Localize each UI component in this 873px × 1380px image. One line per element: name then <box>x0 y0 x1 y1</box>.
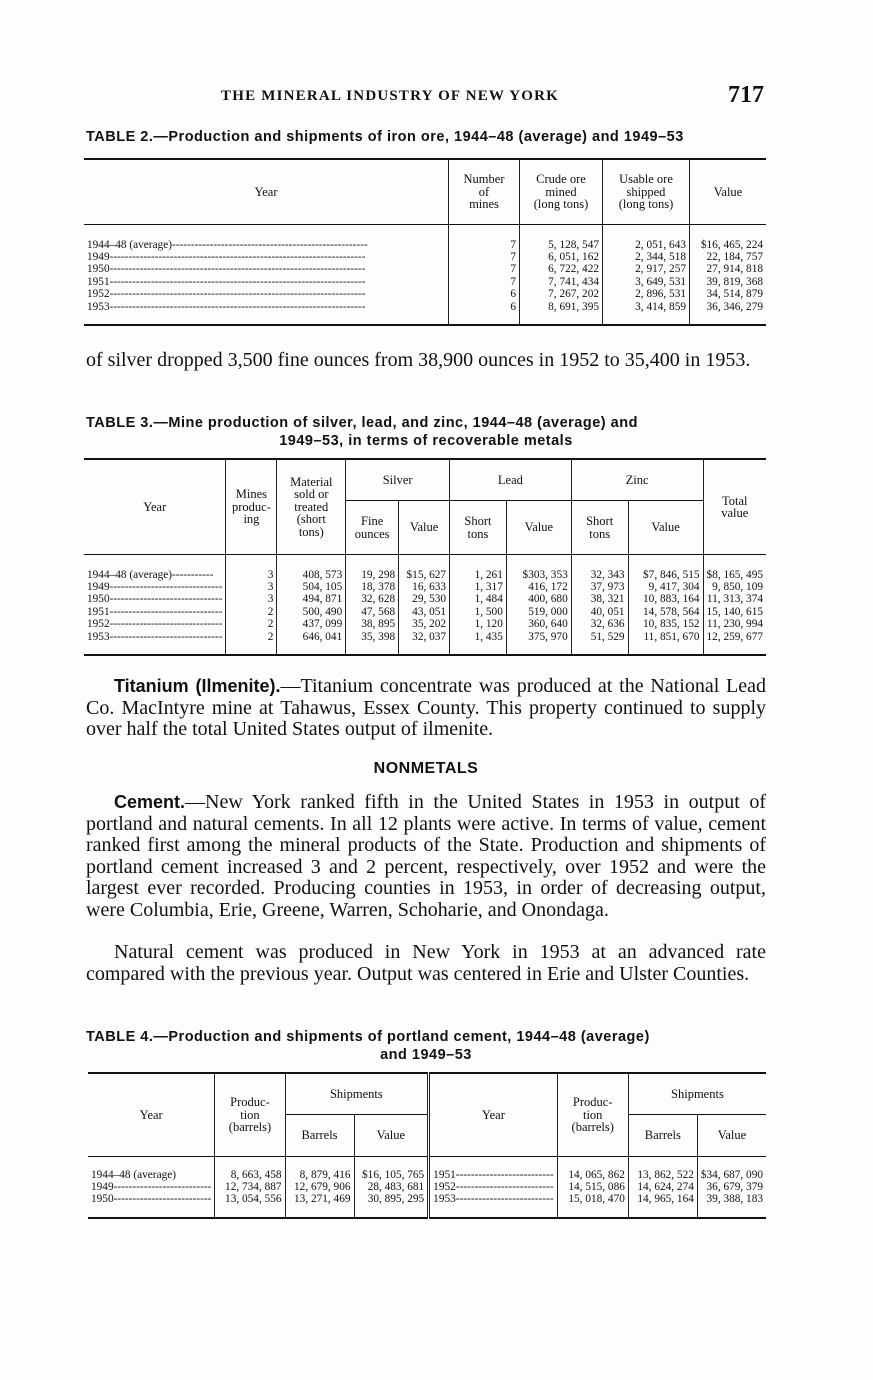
table2-header-usable: Usable ore shipped (long tons) <box>603 159 690 225</box>
table2-header-value: Value <box>690 159 767 225</box>
table2-header-year: Year <box>254 184 278 199</box>
table3-header-silver-oz: Fine ounces <box>346 501 399 555</box>
table2 <box>84 158 766 326</box>
table3-header-material: Material sold or treated (short tons) <box>277 459 346 555</box>
table3-header-zinc-tons: Short tons <box>571 501 628 555</box>
table-row: 1949-------------------------------------------------------------------- 7 6, 051, 162 2, 344, 518 22, 184, 757 <box>84 251 766 263</box>
table4-caption: TABLE 4.—Production and shipments of portland cement, 1944–48 (average) and 1949–53 <box>86 1029 650 1063</box>
table3-header-silver: Silver <box>346 459 450 501</box>
table-row: 1952-------------------------------------------------------------------- 6 7, 267, 202 2, 896, 531 34, 514, 879 <box>84 288 766 300</box>
paragraph-silver: of silver dropped 3,500 fine ounces from 38,900 ounces in 1952 to 35,400 in 1953. <box>86 349 751 371</box>
table3-header-year: Year <box>84 459 226 555</box>
table4-header-production-right: Produc- tion (barrels) <box>557 1073 628 1157</box>
paragraph-natural-cement: Natural cement was produced in New York in 1953 at an advanced rate compared with the previous year. Output was centered in Erie and Ulster Counties. <box>86 941 766 985</box>
table2-header-crude: Crude ore mined (long tons) <box>520 159 603 225</box>
table-row: 1944–48 (average) 8, 663, 458 8, 879, 416 $16, 105, 765 1951-------------------------- 14, 065, 862 13, 862, 522 $34, 687, 090 <box>88 1169 766 1181</box>
table-row: 1953-------------------------------------------------------------------- 6 8, 691, 395 3, 414, 859 36, 346, 279 <box>84 301 766 313</box>
table-row: 1951------------------------------ 2 500, 490 47, 568 43, 051 1, 500 519, 000 40, 051 14, 578, 564 15, 140, 615 <box>84 606 766 618</box>
titanium-lead-in: Titanium (Ilmenite). <box>114 676 281 696</box>
table4-header-barrels-left: Barrels <box>285 1115 354 1157</box>
table-row: 1951-------------------------------------------------------------------- 7 7, 741, 434 3, 649, 531 39, 819, 368 <box>84 276 766 288</box>
table3-header-mines: Mines produc- ing <box>226 459 277 555</box>
table3-header-lead-value: Value <box>506 501 571 555</box>
table2-header-mines: Number of mines <box>449 159 520 225</box>
paragraph-cement: Cement.—New York ranked fifth in the United States in 1953 in output of portland and natural cements. In all 12 plants were active. In terms of value, cement ranked first among the mineral products of the State. Production and shipments of portland cement increased 3 and 2 percent, respectively, over 1952 and were the largest ever recorded. Producing counties in 1953, in order of decreasing output, were Columbia, Erie, Greene, Warren, Schoharie, and Onondaga. <box>86 791 766 921</box>
table-row: 1944–48 (average)----------- 3 408, 573 19, 298 $15, 627 1, 261 $303, 353 32, 343 $7, 846, 515 $8, 165, 495 <box>84 569 766 581</box>
table3-header-zinc-value: Value <box>628 501 703 555</box>
table-row: 1944–48 (average)---------------------------------------------------- 7 5, 128, 547 2, 051, 643 $16, 465, 224 <box>84 239 766 251</box>
table-row: 1953------------------------------ 2 646, 041 35, 398 32, 037 1, 435 375, 970 51, 529 11, 851, 670 12, 259, 677 <box>84 631 766 643</box>
table3-caption: TABLE 3.—Mine production of silver, lead, and zinc, 1944–48 (average) and 1949–53, in terms of recoverable metals <box>86 415 638 449</box>
table3 <box>84 458 766 656</box>
table4-header-value-right: Value <box>697 1115 766 1157</box>
table3-header-silver-value: Value <box>399 501 450 555</box>
table-row: 1952------------------------------ 2 437, 099 38, 895 35, 202 1, 120 360, 640 32, 636 10, 835, 152 11, 230, 994 <box>84 618 766 630</box>
table2-caption: TABLE 2.—Production and shipments of iron ore, 1944–48 (average) and 1949–53 <box>86 129 684 145</box>
table4-header-shipments-left: Shipments <box>285 1073 429 1115</box>
table-row: 1949-------------------------- 12, 734, 887 12, 679, 906 28, 483, 681 1952-------------------------- 14, 515, 086 14, 624, 274 36, 679, 379 <box>88 1181 766 1193</box>
table4 <box>88 1072 766 1219</box>
table3-header-lead: Lead <box>450 459 572 501</box>
table4-header-year-left: Year <box>88 1073 215 1157</box>
table4-header-value-left: Value <box>354 1115 429 1157</box>
table3-header-zinc: Zinc <box>571 459 703 501</box>
nonmetals-heading: NONMETALS <box>373 760 479 777</box>
table3-header-total: Total value <box>703 459 766 555</box>
table4-header-production-left: Produc- tion (barrels) <box>215 1073 285 1157</box>
running-header <box>86 82 766 112</box>
table-row: 1949------------------------------ 3 504, 105 18, 378 16, 633 1, 317 416, 172 37, 973 9, 417, 304 9, 850, 109 <box>84 581 766 593</box>
table4-header-year-right: Year <box>429 1073 557 1157</box>
table-row: 1950-------------------------------------------------------------------- 7 6, 722, 422 2, 917, 257 27, 914, 818 <box>84 263 766 275</box>
running-title: THE MINERAL INDUSTRY OF NEW YORK <box>221 88 560 104</box>
table4-header-shipments-right: Shipments <box>628 1073 766 1115</box>
cement-lead-in: Cement. <box>114 792 186 812</box>
table-row: 1950------------------------------ 3 494, 871 32, 628 29, 530 1, 484 400, 680 38, 321 10, 883, 164 11, 313, 374 <box>84 593 766 605</box>
table-row: 1950-------------------------- 13, 054, 556 13, 271, 469 30, 895, 295 1953-------------------------- 15, 018, 470 14, 965, 164 39, 388, 183 <box>88 1193 766 1205</box>
paragraph-titanium: Titanium (Ilmenite).—Titanium concentrate was produced at the National Lead Co. MacIntyre mine at Tahawus, Essex County. This property continued to supply over half the total United States output of ilmenite. <box>86 675 767 740</box>
page-number: 717 <box>728 82 764 108</box>
table3-header-lead-tons: Short tons <box>450 501 507 555</box>
table4-header-barrels-right: Barrels <box>628 1115 697 1157</box>
